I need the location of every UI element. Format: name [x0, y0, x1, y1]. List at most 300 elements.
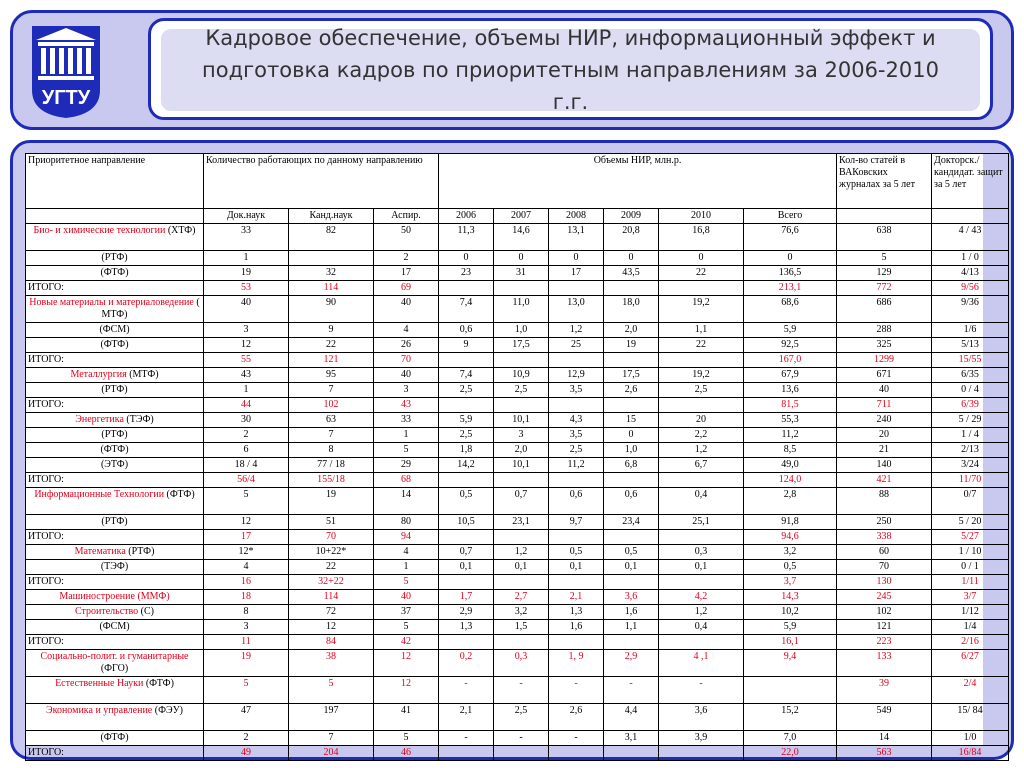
row-direction-name: Математика: [74, 546, 126, 557]
cell-asp: 41: [374, 704, 439, 731]
row-direction: [26, 473, 204, 488]
cell-y2009: 2,0: [604, 323, 659, 338]
cell-articles: 338: [837, 530, 932, 545]
table-row: [26, 266, 1009, 281]
table-row: [26, 338, 1009, 353]
cell-dok: 43: [204, 368, 289, 383]
cell-asp: 70: [374, 353, 439, 368]
cell-y2009: 1,0: [604, 443, 659, 458]
cell-kand: 7: [289, 428, 374, 443]
cell-y2006: 2,1: [439, 704, 494, 731]
cell-total: 0,5: [744, 560, 837, 575]
cell-y2008: 2,5: [549, 443, 604, 458]
cell-y2006: [439, 473, 494, 488]
cell-kand: 51: [289, 515, 374, 530]
table-row: [26, 731, 1009, 746]
cell-asp: 40: [374, 590, 439, 605]
row-direction-name: Естественные Науки: [55, 678, 144, 689]
cell-y2006: 23: [439, 266, 494, 281]
cell-y2009: 20,8: [604, 224, 659, 251]
cell-y2008: 3,5: [549, 383, 604, 398]
row-direction-name: (РТФ): [101, 252, 128, 263]
table-row: [26, 296, 1009, 323]
col-header-blank: [26, 209, 204, 224]
cell-y2009: 15: [604, 413, 659, 428]
row-direction-faculty: ( МТФ): [101, 297, 200, 320]
row-direction: [26, 677, 204, 704]
cell-dok: 2: [204, 428, 289, 443]
cell-y2010: 0,3: [659, 545, 744, 560]
cell-defended: 1/6: [932, 323, 1009, 338]
cell-y2007: 14,6: [494, 224, 549, 251]
cell-total: 11,2: [744, 428, 837, 443]
cell-defended: 1/0: [932, 731, 1009, 746]
cell-y2007: [494, 281, 549, 296]
row-direction-name: ИТОГО:: [28, 474, 64, 485]
cell-y2010: 1,2: [659, 443, 744, 458]
table-row: [26, 545, 1009, 560]
row-direction-faculty: (ФТФ): [145, 678, 174, 689]
cell-y2009: 2,6: [604, 383, 659, 398]
cell-total: 8,5: [744, 443, 837, 458]
cell-y2007: [494, 746, 549, 761]
cell-y2007: 31: [494, 266, 549, 281]
cell-dok: 56/4: [204, 473, 289, 488]
cell-y2006: 14,2: [439, 458, 494, 473]
cell-total: 22,0: [744, 746, 837, 761]
cell-total: 94,6: [744, 530, 837, 545]
row-direction: [26, 443, 204, 458]
row-direction-name: Новые материалы и материаловедение: [29, 297, 194, 308]
cell-kand: 77 / 18: [289, 458, 374, 473]
cell-y2010: 2,2: [659, 428, 744, 443]
cell-y2007: [494, 398, 549, 413]
cell-kand: 7: [289, 731, 374, 746]
cell-y2009: -: [604, 677, 659, 704]
row-direction-name: (РТФ): [101, 384, 128, 395]
cell-dok: 5: [204, 677, 289, 704]
cell-y2010: -: [659, 677, 744, 704]
row-direction: [26, 458, 204, 473]
cell-defended: 15/55: [932, 353, 1009, 368]
cell-asp: 1: [374, 560, 439, 575]
cell-y2008: 3,5: [549, 428, 604, 443]
cell-y2006: 1,7: [439, 590, 494, 605]
cell-y2008: 2,1: [549, 590, 604, 605]
cell-y2009: 0,6: [604, 488, 659, 515]
cell-kand: 5: [289, 677, 374, 704]
cell-y2007: -: [494, 677, 549, 704]
table-row: [26, 560, 1009, 575]
cell-y2007: 1,5: [494, 620, 549, 635]
cell-dok: 19: [204, 650, 289, 677]
cell-dok: 12: [204, 338, 289, 353]
cell-y2006: [439, 398, 494, 413]
cell-y2006: 0,6: [439, 323, 494, 338]
row-direction-name: Информационные Технологии: [34, 489, 165, 500]
cell-articles: 140: [837, 458, 932, 473]
cell-dok: 1: [204, 251, 289, 266]
cell-kand: 84: [289, 635, 374, 650]
table-row: [26, 383, 1009, 398]
cell-articles: 563: [837, 746, 932, 761]
cell-kand: 204: [289, 746, 374, 761]
row-direction-name: (ФТФ): [100, 339, 129, 350]
cell-y2008: [549, 398, 604, 413]
cell-total: 68,6: [744, 296, 837, 323]
row-direction-name: (ФСМ): [99, 324, 130, 335]
cell-y2007: 10,1: [494, 458, 549, 473]
cell-kand: 95: [289, 368, 374, 383]
cell-articles: 250: [837, 515, 932, 530]
cell-y2006: 5,9: [439, 413, 494, 428]
cell-kand: 12: [289, 620, 374, 635]
cell-y2006: 2,5: [439, 428, 494, 443]
cell-y2006: [439, 530, 494, 545]
cell-kand: 90: [289, 296, 374, 323]
cell-dok: 30: [204, 413, 289, 428]
logo-text: УГТУ: [41, 87, 91, 109]
row-direction-name: (РТФ): [101, 516, 128, 527]
cell-y2009: [604, 473, 659, 488]
cell-defended: 1 / 0: [932, 251, 1009, 266]
cell-defended: 1/12: [932, 605, 1009, 620]
cell-asp: 4: [374, 545, 439, 560]
cell-y2010: [659, 746, 744, 761]
cell-y2008: 13,1: [549, 224, 604, 251]
table-row: [26, 368, 1009, 383]
cell-y2007: 3,2: [494, 605, 549, 620]
row-direction: [26, 353, 204, 368]
row-direction: [26, 650, 204, 677]
cell-defended: 6/27: [932, 650, 1009, 677]
cell-articles: 288: [837, 323, 932, 338]
cell-articles: 14: [837, 731, 932, 746]
row-direction-faculty: (С): [140, 606, 155, 617]
cell-articles: 240: [837, 413, 932, 428]
row-direction-name: Био- и химические технологии: [33, 225, 166, 236]
cell-kand: 70: [289, 530, 374, 545]
row-direction: [26, 605, 204, 620]
table-row: [26, 428, 1009, 443]
row-direction: [26, 296, 204, 323]
cell-y2007: [494, 635, 549, 650]
cell-y2010: [659, 530, 744, 545]
cell-y2007: 0,1: [494, 560, 549, 575]
cell-defended: 1 / 10: [932, 545, 1009, 560]
cell-y2009: [604, 746, 659, 761]
cell-y2010: 2,5: [659, 383, 744, 398]
cell-articles: 421: [837, 473, 932, 488]
cell-defended: 1/4: [932, 620, 1009, 635]
row-direction: [26, 575, 204, 590]
col-header-staff: Количество работающих по данному направлению: [204, 154, 439, 209]
cell-asp: 12: [374, 677, 439, 704]
cell-y2010: 19,2: [659, 368, 744, 383]
cell-y2010: [659, 635, 744, 650]
cell-y2010: 0: [659, 251, 744, 266]
cell-articles: 60: [837, 545, 932, 560]
cell-y2010: 22: [659, 266, 744, 281]
cell-dok: 5: [204, 488, 289, 515]
cell-y2007: 2,5: [494, 704, 549, 731]
table-row: [26, 704, 1009, 731]
cell-y2006: 1,8: [439, 443, 494, 458]
cell-total: 7,0: [744, 731, 837, 746]
cell-y2008: 11,2: [549, 458, 604, 473]
row-direction: [26, 338, 204, 353]
data-table: [25, 153, 1009, 761]
cell-articles: 70: [837, 560, 932, 575]
cell-total: 5,9: [744, 620, 837, 635]
row-direction: [26, 251, 204, 266]
cell-articles: 772: [837, 281, 932, 296]
cell-kand: 114: [289, 281, 374, 296]
cell-y2009: 3,6: [604, 590, 659, 605]
cell-y2006: 0,1: [439, 560, 494, 575]
row-direction: [26, 281, 204, 296]
cell-defended: 5 / 20: [932, 515, 1009, 530]
cell-y2009: [604, 575, 659, 590]
cell-dok: 55: [204, 353, 289, 368]
cell-y2010: [659, 575, 744, 590]
cell-y2008: 12,9: [549, 368, 604, 383]
cell-dok: 18 / 4: [204, 458, 289, 473]
cell-y2010: 20: [659, 413, 744, 428]
cell-total: 5,9: [744, 323, 837, 338]
row-direction-name: Энергетика: [75, 414, 124, 425]
col-header-total: Всего: [744, 209, 837, 224]
cell-y2007: [494, 473, 549, 488]
cell-asp: 26: [374, 338, 439, 353]
cell-asp: 5: [374, 620, 439, 635]
cell-asp: 80: [374, 515, 439, 530]
cell-y2007: 0: [494, 251, 549, 266]
cell-total: 10,2: [744, 605, 837, 620]
cell-articles: 638: [837, 224, 932, 251]
row-direction: [26, 746, 204, 761]
cell-y2009: 18,0: [604, 296, 659, 323]
header-row-3: [26, 209, 1009, 224]
cell-y2006: 2,5: [439, 383, 494, 398]
row-direction-name: (ТЭФ): [100, 561, 129, 572]
col-header-aspir: Аспир.: [374, 209, 439, 224]
cell-articles: 1299: [837, 353, 932, 368]
col-header-2006: 2006: [439, 209, 494, 224]
cell-dok: 53: [204, 281, 289, 296]
row-direction: [26, 398, 204, 413]
cell-y2009: 1,1: [604, 620, 659, 635]
cell-total: 92,5: [744, 338, 837, 353]
cell-y2009: 1,6: [604, 605, 659, 620]
row-direction-name: ИТОГО:: [28, 747, 64, 758]
row-direction: [26, 704, 204, 731]
cell-dok: 2: [204, 731, 289, 746]
cell-dok: 4: [204, 560, 289, 575]
row-direction: [26, 323, 204, 338]
cell-y2007: 2,0: [494, 443, 549, 458]
cell-y2008: 9,7: [549, 515, 604, 530]
row-direction: [26, 590, 204, 605]
cell-kand: 22: [289, 338, 374, 353]
cell-asp: 17: [374, 266, 439, 281]
cell-asp: 29: [374, 458, 439, 473]
cell-asp: 40: [374, 296, 439, 323]
cell-y2009: 6,8: [604, 458, 659, 473]
cell-dok: 11: [204, 635, 289, 650]
cell-kand: 155/18: [289, 473, 374, 488]
cell-defended: 6/35: [932, 368, 1009, 383]
cell-y2008: 2,6: [549, 704, 604, 731]
cell-y2008: 4,3: [549, 413, 604, 428]
row-direction: [26, 488, 204, 515]
table-row: [26, 746, 1009, 761]
cell-y2006: [439, 575, 494, 590]
cell-defended: 15/ 84: [932, 704, 1009, 731]
cell-y2007: 0,3: [494, 650, 549, 677]
table-row: [26, 443, 1009, 458]
cell-y2007: 23,1: [494, 515, 549, 530]
cell-dok: 19: [204, 266, 289, 281]
cell-dok: 3: [204, 620, 289, 635]
cell-total: 3,7: [744, 575, 837, 590]
cell-articles: 133: [837, 650, 932, 677]
cell-y2008: [549, 281, 604, 296]
table-row: [26, 590, 1009, 605]
table-row: [26, 458, 1009, 473]
cell-kand: 82: [289, 224, 374, 251]
cell-total: 167,0: [744, 353, 837, 368]
cell-dok: 33: [204, 224, 289, 251]
cell-defended: 1/11: [932, 575, 1009, 590]
cell-y2007: [494, 353, 549, 368]
row-direction-name: (ФСМ): [99, 621, 130, 632]
row-direction-name: Социально-полит. и гуманитарные: [40, 651, 189, 662]
cell-articles: 711: [837, 398, 932, 413]
table-row: [26, 620, 1009, 635]
cell-y2006: -: [439, 731, 494, 746]
cell-kand: 121: [289, 353, 374, 368]
cell-y2006: 1,3: [439, 620, 494, 635]
cell-dok: 3: [204, 323, 289, 338]
table-row: [26, 650, 1009, 677]
cell-defended: 11/70: [932, 473, 1009, 488]
cell-y2006: 11,3: [439, 224, 494, 251]
col-header-2008: 2008: [549, 209, 604, 224]
cell-articles: 20: [837, 428, 932, 443]
cell-articles: 223: [837, 635, 932, 650]
cell-y2009: 4,4: [604, 704, 659, 731]
cell-y2009: 0,5: [604, 545, 659, 560]
cell-y2010: 6,7: [659, 458, 744, 473]
cell-total: 81,5: [744, 398, 837, 413]
cell-y2010: 25,1: [659, 515, 744, 530]
cell-dok: 8: [204, 605, 289, 620]
row-direction-faculty: (ФГО): [100, 663, 129, 674]
table-row: [26, 413, 1009, 428]
cell-defended: 6/39: [932, 398, 1009, 413]
row-direction: [26, 266, 204, 281]
cell-defended: 4 / 43: [932, 224, 1009, 251]
cell-y2007: 1,2: [494, 545, 549, 560]
cell-kand: 32+22: [289, 575, 374, 590]
row-direction: [26, 368, 204, 383]
row-direction: [26, 515, 204, 530]
cell-defended: 4/13: [932, 266, 1009, 281]
row-direction-name: (ЭТФ): [100, 459, 129, 470]
cell-articles: 40: [837, 383, 932, 398]
row-direction-name: (ФТФ): [100, 732, 129, 743]
cell-y2006: 0,5: [439, 488, 494, 515]
cell-y2007: 17,5: [494, 338, 549, 353]
cell-kand: 22: [289, 560, 374, 575]
cell-y2006: 0: [439, 251, 494, 266]
cell-asp: 43: [374, 398, 439, 413]
cell-dok: 18: [204, 590, 289, 605]
cell-articles: 245: [837, 590, 932, 605]
cell-articles: 39: [837, 677, 932, 704]
cell-y2008: 0,5: [549, 545, 604, 560]
cell-asp: 2: [374, 251, 439, 266]
table-body: [26, 154, 1009, 761]
row-direction-name: Металлургия: [70, 369, 127, 380]
cell-total: [744, 677, 837, 704]
cell-defended: 3/7: [932, 590, 1009, 605]
col-header-blank-3: [932, 209, 1009, 224]
table-row: [26, 251, 1009, 266]
cell-y2006: [439, 281, 494, 296]
cell-dok: 16: [204, 575, 289, 590]
cell-asp: 68: [374, 473, 439, 488]
row-direction-faculty: (ХТФ): [167, 225, 196, 236]
cell-y2008: 1, 9: [549, 650, 604, 677]
cell-y2010: 3,6: [659, 704, 744, 731]
page-title: Кадровое обеспечение, объемы НИР, информационный эффект и подготовка кадров по приоритетным направлениям за 2006-2010 г.г.: [202, 26, 939, 114]
cell-asp: 5: [374, 443, 439, 458]
cell-y2007: 0,7: [494, 488, 549, 515]
cell-total: 16,1: [744, 635, 837, 650]
table-row: [26, 530, 1009, 545]
cell-total: 55,3: [744, 413, 837, 428]
cell-y2008: 0,1: [549, 560, 604, 575]
table-row: [26, 635, 1009, 650]
cell-dok: 40: [204, 296, 289, 323]
row-direction: [26, 635, 204, 650]
cell-y2010: 4,2: [659, 590, 744, 605]
cell-y2008: 1,3: [549, 605, 604, 620]
cell-y2007: 2,7: [494, 590, 549, 605]
cell-y2008: [549, 473, 604, 488]
cell-kand: 63: [289, 413, 374, 428]
cell-total: 91,8: [744, 515, 837, 530]
cell-total: 67,9: [744, 368, 837, 383]
table-row: [26, 515, 1009, 530]
cell-articles: 121: [837, 620, 932, 635]
cell-total: 9,4: [744, 650, 837, 677]
col-header-dok: Док.наук: [204, 209, 289, 224]
row-direction-name: ИТОГО:: [28, 354, 64, 365]
cell-y2007: 10,9: [494, 368, 549, 383]
cell-y2010: 3,9: [659, 731, 744, 746]
cell-y2010: 19,2: [659, 296, 744, 323]
table-row: [26, 281, 1009, 296]
header-row-1: [26, 154, 1009, 209]
cell-y2007: 2,5: [494, 383, 549, 398]
cell-asp: 40: [374, 368, 439, 383]
cell-asp: 5: [374, 731, 439, 746]
cell-total: 49,0: [744, 458, 837, 473]
cell-y2009: 19: [604, 338, 659, 353]
